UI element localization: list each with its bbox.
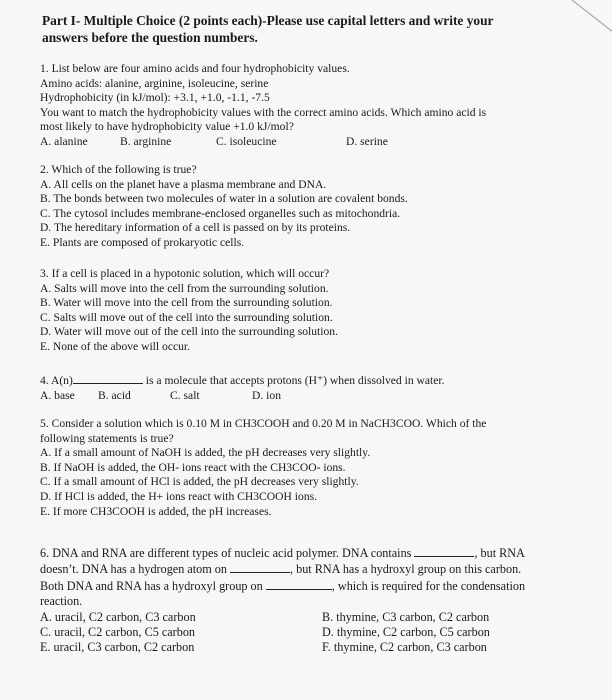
q1-ask-line-2: most likely to have hydrophobicity value +1.0 kJ/mol? [40,120,294,134]
q4-option-b: B. acid [98,388,131,402]
q6-option-b: B. thymine, C3 carbon, C2 carbon [322,609,490,624]
q5-stem-line-1: 5. Consider a solution which is 0.10 M in CH3COOH and 0.20 M in NaCH3COO. Which of the [40,417,487,430]
q6-option-d: D. thymine, C2 carbon, C5 carbon [322,625,490,640]
q5-option-a: A. If a small amount of NaOH is added, the pH decreases very slightly. [40,446,371,460]
header-line-1: Part I- Multiple Choice (2 points each)-Please use capital letters and write your [42,13,494,28]
header-line-2: answers before the question numbers. [42,30,258,45]
q1-option-a: A. alanine [40,134,88,148]
q2-stem: 2. Which of the following is true? [40,163,197,176]
q1-options [40,135,588,150]
q6-options [40,610,588,656]
question-6 [40,545,588,656]
q6-line-4: reaction. [40,594,83,609]
question-5 [40,417,588,519]
q6-blank-2[interactable] [230,561,290,573]
q2-option-b: B. The bonds between two molecules of water in a solution are covalent bonds. [40,192,408,206]
q4-options [40,389,588,404]
q6-line-2 [40,561,588,577]
q6-option-f: F. thymine, C2 carbon, C3 carbon [322,640,487,655]
q6-blank-1[interactable] [414,545,474,557]
question-3 [40,267,588,355]
q6-line-2-end: , but RNA has a hydroxyl group on this carbon. [290,562,522,577]
q1-ask-line-1: You want to match the hydrophobicity values with the correct amino acids. Which amino acid is [40,105,487,119]
page-edge-line [559,0,612,34]
q2-option-e: E. Plants are composed of prokaryotic cells. [40,235,245,249]
question-2 [40,163,588,251]
q4-answer-blank[interactable] [73,372,143,384]
q4-prefix: 4. A(n) [40,374,73,387]
q6-option-e: E. uracil, C3 carbon, C2 carbon [40,640,195,655]
q5-stem-line-2: following statements is true? [40,431,174,445]
q3-option-d: D. Water will move out of the cell into the surrounding solution. [40,325,338,339]
q2-option-c: C. The cytosol includes membrane-enclosed organelles such as mitochondria. [40,206,401,220]
q6-blank-3[interactable] [266,578,332,590]
section-header [42,12,562,46]
q3-stem: 3. If a cell is placed in a hypotonic solution, which will occur? [40,267,330,280]
q6-line-1 [40,545,588,561]
q5-option-e: E. If more CH3COOH is added, the pH increases. [40,504,272,518]
q3-option-b: B. Water will move into the cell from the surrounding solution. [40,296,333,310]
q6-option-c: C. uracil, C2 carbon, C5 carbon [40,625,196,640]
q6-line-2-start: doesn’t. DNA has a hydrogen atom on [40,562,227,577]
q2-option-d: D. The hereditary information of a cell is passed on by its proteins. [40,221,351,235]
q1-stem: 1. List below are four amino acids and four hydrophobicity values. [40,62,350,75]
q1-hydrophobicity: Hydrophobicity (in kJ/mol): +3.1, +1.0, -1.1, -7.5 [40,91,270,105]
question-1 [40,62,588,150]
q4-option-d: D. ion [252,388,281,402]
q2-option-a: A. All cells on the planet have a plasma membrane and DNA. [40,177,327,191]
q4-stem [40,372,588,389]
q1-option-d: D. serine [346,134,388,148]
q1-option-c: C. isoleucine [216,134,277,148]
q6-option-a: A. uracil, C2 carbon, C3 carbon [40,609,196,624]
q6-line-1-start: 6. DNA and RNA are different types of nucleic acid polymer. DNA contains [40,546,412,560]
q4-option-c: C. salt [170,388,200,402]
q5-option-d: D. If HCl is added, the H+ ions react with CH3COOH ions. [40,489,318,503]
q3-option-c: C. Salts will move out of the cell into the surrounding solution. [40,310,333,324]
question-4 [40,372,588,403]
q6-line-1-end: , but RNA [474,546,525,560]
q3-option-a: A. Salts will move into the cell from the surrounding solution. [40,281,329,295]
q5-option-b: B. If NaOH is added, the OH- ions react with the CH3COO- ions. [40,460,346,474]
q1-option-b: B. arginine [120,134,172,148]
q1-amino-acids: Amino acids: alanine, arginine, isoleucine, serine [40,76,269,90]
q6-line-3 [40,578,588,594]
q5-option-c: C. If a small amount of HCl is added, the pH decreases very slightly. [40,475,359,489]
q6-line-3-start: Both DNA and RNA has a hydroxyl group on [40,578,263,593]
q4-suffix: is a molecule that accepts protons (H⁺) when dissolved in water. [145,374,445,387]
q3-option-e: E. None of the above will occur. [40,339,191,353]
q4-option-a: A. base [40,388,75,402]
q6-line-3-end: , which is required for the condensation [331,578,526,593]
